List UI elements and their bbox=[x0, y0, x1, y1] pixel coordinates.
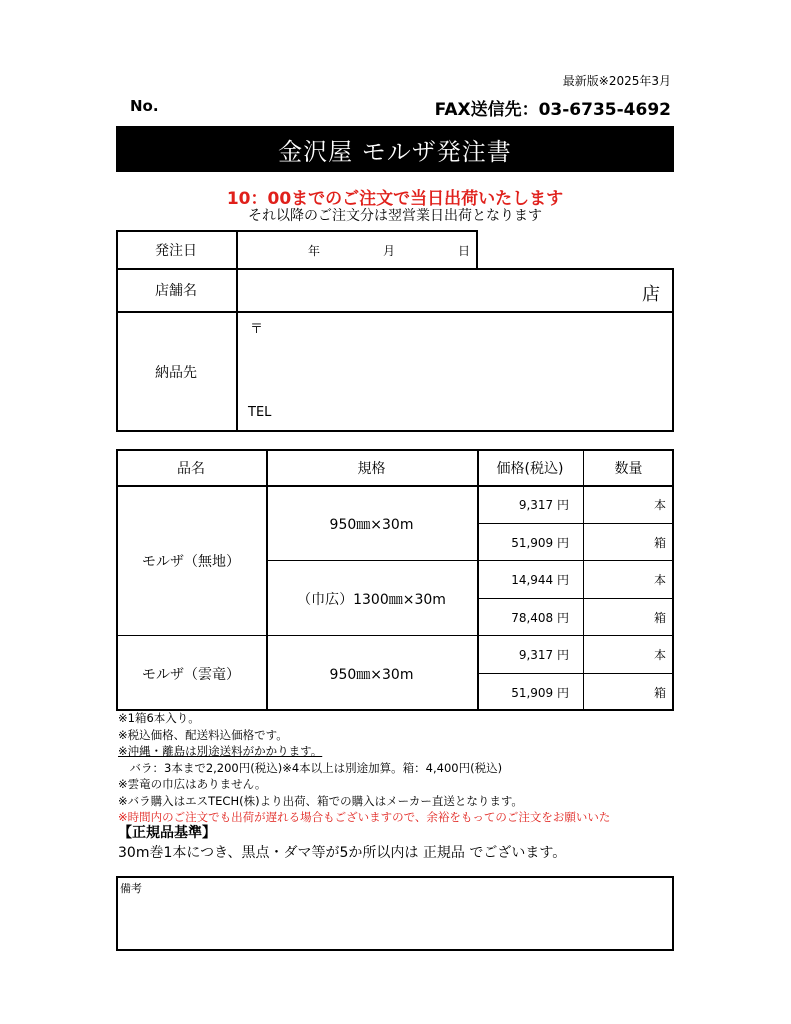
header-spec: 規格 bbox=[357, 460, 386, 477]
note-item: バラ：3本まで2,200円(税込)※4本以上は別途加算。箱：4,400円(税込) bbox=[118, 760, 503, 775]
store-name-label: 店舗名 bbox=[155, 283, 197, 299]
quantity-field[interactable]: 本 bbox=[653, 498, 666, 512]
remarks-label: 備考 bbox=[120, 882, 142, 895]
price-cell: 9,317 円 bbox=[518, 498, 569, 512]
quantity-field[interactable]: 本 bbox=[653, 648, 666, 662]
note-item: ※税込価格、配送料込価格です。 bbox=[118, 727, 288, 742]
month-label: 月 bbox=[383, 244, 396, 258]
spec-cell: （巾広）1300㎜×30m bbox=[297, 591, 446, 608]
tel-label: TEL bbox=[248, 405, 272, 420]
number-label: No. bbox=[130, 97, 159, 115]
header-price: 価格(税込) bbox=[496, 460, 564, 477]
note-item: ※雲竜の巾広はありません。 bbox=[118, 777, 267, 791]
next-day-notice: それ以降のご注文分は翌営業日出荷となります bbox=[248, 208, 542, 224]
order-date-field[interactable] bbox=[240, 232, 472, 268]
note-item-warning: ※時間内のご注文でも出荷が遅れる場合もございますので、余裕をもってのご注文をお願いいた bbox=[118, 810, 611, 824]
store-suffix: 店 bbox=[642, 284, 660, 305]
price-cell: 51,909 円 bbox=[511, 536, 569, 550]
price-cell: 78,408 円 bbox=[511, 611, 569, 625]
divider bbox=[236, 268, 238, 432]
product-name-unryu: モルザ（雲竜） bbox=[142, 666, 240, 683]
note-item: ※1箱6本入り。 bbox=[118, 711, 200, 725]
spec-cell: 950㎜×30m bbox=[329, 516, 414, 533]
header-product: 品名 bbox=[177, 460, 205, 477]
tel-field[interactable] bbox=[282, 400, 670, 426]
header-quantity: 数量 bbox=[614, 460, 643, 477]
same-day-notice: 10：00までのご注文で当日出荷いたします bbox=[226, 189, 564, 209]
spec-cell: 950㎜×30m bbox=[329, 666, 414, 683]
quantity-field[interactable]: 本 bbox=[653, 573, 666, 587]
quantity-field[interactable]: 箱 bbox=[653, 686, 666, 700]
note-item: ※沖縄・離島は別途送料がかかります。 bbox=[118, 744, 323, 758]
day-label: 日 bbox=[458, 244, 471, 258]
product-name-plain: モルザ（無地） bbox=[142, 554, 240, 570]
price-cell: 9,317 円 bbox=[518, 648, 569, 662]
price-cell: 51,909 円 bbox=[511, 686, 569, 700]
delivery-label: 納品先 bbox=[155, 365, 197, 381]
order-date-label: 発注日 bbox=[155, 243, 197, 259]
year-label: 年 bbox=[308, 244, 321, 258]
quantity-field[interactable]: 箱 bbox=[653, 536, 666, 550]
quantity-field[interactable]: 箱 bbox=[653, 611, 666, 625]
postal-mark: 〒 bbox=[250, 322, 264, 337]
notes-list bbox=[118, 710, 610, 826]
fax-number: FAX送信先：03-6735-4692 bbox=[434, 100, 671, 120]
store-name-field[interactable] bbox=[240, 270, 640, 310]
page-title: 金沢屋 モルザ発注書 bbox=[116, 126, 674, 172]
standard-text: 30m巻1本につき、黒点・ダマ等が5か所以内は 正規品 でございます。 bbox=[118, 845, 567, 861]
version-label: 最新版※2025年3月 bbox=[562, 74, 671, 88]
price-cell: 14,944 円 bbox=[511, 573, 569, 587]
divider bbox=[236, 230, 238, 270]
remarks-box[interactable] bbox=[116, 876, 674, 951]
note-item: ※バラ購入はエスTECH(株)より出荷、箱での購入はメーカー直送となります。 bbox=[118, 793, 523, 808]
standard-title: 【正規品基準】 bbox=[118, 825, 216, 841]
delivery-address-field[interactable] bbox=[240, 336, 670, 396]
